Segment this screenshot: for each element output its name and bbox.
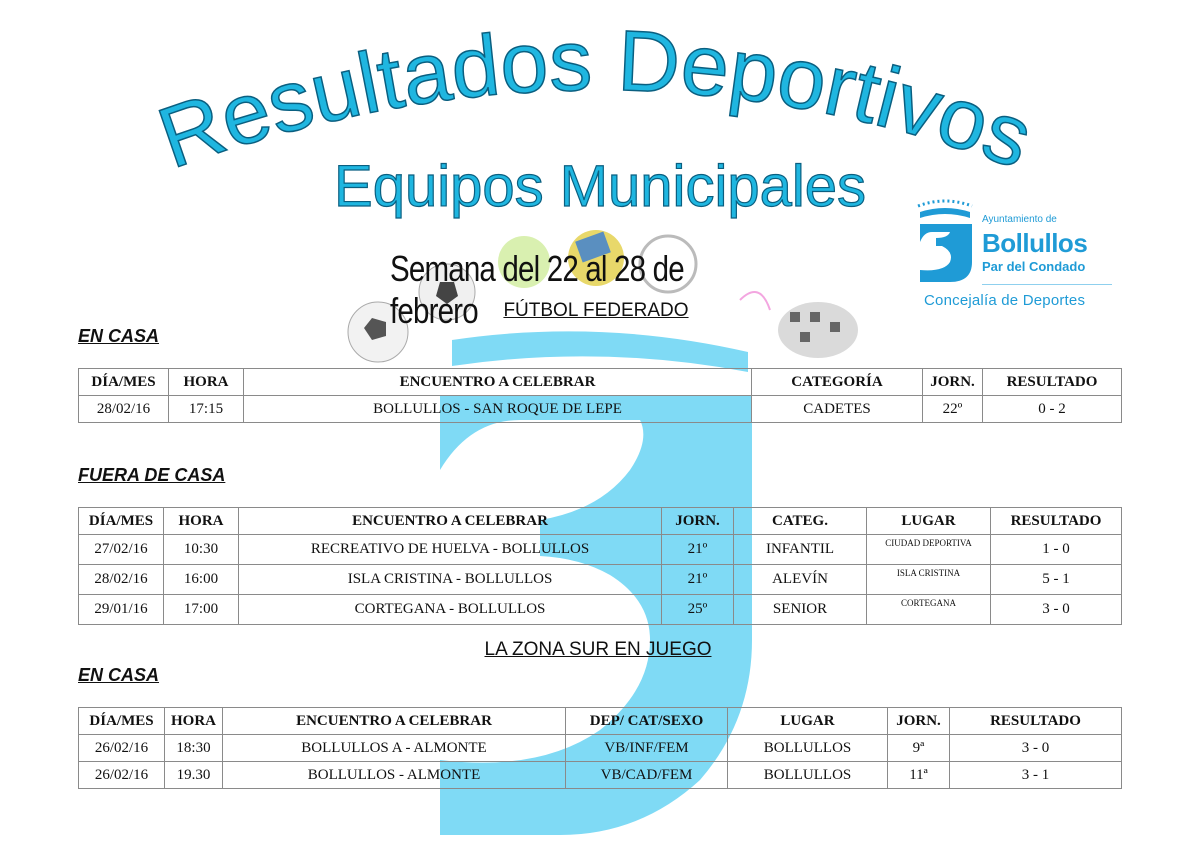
cell-date: 26/02/16 — [79, 735, 165, 762]
cell-result: 0 - 2 — [983, 396, 1122, 423]
cell-match: BOLLULLOS - ALMONTE — [223, 762, 566, 789]
table-header-row — [79, 508, 1122, 535]
cell-time: 18:30 — [165, 735, 223, 762]
cell-date: 28/02/16 — [79, 396, 169, 423]
logo-ayuntamiento-text: Ayuntamiento de — [982, 214, 1057, 225]
cell-match: ISLA CRISTINA - BOLLULLOS — [239, 565, 662, 595]
cell-time: 16:00 — [164, 565, 239, 595]
col-header: LUGAR — [728, 708, 888, 735]
bollullos-b-icon — [914, 192, 976, 282]
cell-result: 3 - 1 — [950, 762, 1122, 789]
cell-category: SENIOR — [734, 595, 867, 625]
cell-match: BOLLULLOS A - ALMONTE — [223, 735, 566, 762]
week-title: Semana del 22 al 28 de febrero — [390, 248, 684, 331]
zona-sur-home-table — [78, 707, 1122, 789]
cell-sport-category: VB/INF/FEM — [566, 735, 728, 762]
cell-match: BOLLULLOS - SAN ROQUE DE LEPE — [244, 396, 752, 423]
futbol-home-heading: EN CASA — [78, 326, 160, 346]
table-row — [79, 735, 1122, 762]
municipality-logo — [914, 192, 1124, 318]
col-header: CATEG. — [734, 508, 867, 535]
col-header: JORN. — [888, 708, 950, 735]
section-title-futbol: FÚTBOL FEDERADO — [503, 300, 689, 321]
col-header: HORA — [164, 508, 239, 535]
cell-round: 21º — [662, 535, 734, 565]
cell-sport-category: VB/CAD/FEM — [566, 762, 728, 789]
title-line-2: Equipos Municipales — [334, 154, 866, 219]
logo-subtitle: Par del Condado — [982, 259, 1086, 274]
cell-time: 19.30 — [165, 762, 223, 789]
cell-venue: BOLLULLOS — [728, 762, 888, 789]
cell-result: 3 - 0 — [950, 735, 1122, 762]
cell-match: RECREATIVO DE HUELVA - BOLLULLOS — [239, 535, 662, 565]
cell-round: 21º — [662, 565, 734, 595]
cell-result: 5 - 1 — [991, 565, 1122, 595]
cell-venue: CIUDAD DEPORTIVA — [867, 535, 991, 565]
cell-round: 22º — [923, 396, 983, 423]
section-title-zona-sur: LA ZONA SUR EN JUEGO — [484, 639, 712, 660]
title-line-1: Resultados Deportivos — [146, 12, 1045, 187]
futbol-home-table — [78, 368, 1122, 423]
cell-round: 25º — [662, 595, 734, 625]
table-row — [79, 762, 1122, 789]
col-header: DEP/ CAT/SEXO — [566, 708, 728, 735]
cell-category: CADETES — [752, 396, 923, 423]
col-header: JORN. — [923, 369, 983, 396]
col-header: JORN. — [662, 508, 734, 535]
cell-venue: ISLA CRISTINA — [867, 565, 991, 595]
cell-date: 28/02/16 — [79, 565, 164, 595]
col-header: ENCUENTRO A CELEBRAR — [244, 369, 752, 396]
col-header: CATEGORÍA — [752, 369, 923, 396]
table-header-row — [79, 708, 1122, 735]
zona-sur-home-heading: EN CASA — [78, 665, 160, 685]
col-header: HORA — [165, 708, 223, 735]
cell-round: 11ª — [888, 762, 950, 789]
table-header-row — [79, 369, 1122, 396]
logo-department: Concejalía de Deportes — [924, 292, 1086, 309]
col-header: RESULTADO — [950, 708, 1122, 735]
cell-round: 9ª — [888, 735, 950, 762]
logo-name: Bollullos — [982, 228, 1088, 258]
cell-date: 27/02/16 — [79, 535, 164, 565]
table-row — [79, 595, 1122, 625]
cell-time: 17:00 — [164, 595, 239, 625]
cell-match: CORTEGANA - BOLLULLOS — [239, 595, 662, 625]
cell-date: 29/01/16 — [79, 595, 164, 625]
futbol-away-heading: FUERA DE CASA — [78, 465, 226, 485]
col-header: RESULTADO — [983, 369, 1122, 396]
cell-result: 1 - 0 — [991, 535, 1122, 565]
cell-time: 10:30 — [164, 535, 239, 565]
cell-venue: CORTEGANA — [867, 595, 991, 625]
col-header: HORA — [169, 369, 244, 396]
table-row — [79, 396, 1122, 423]
cell-result: 3 - 0 — [991, 595, 1122, 625]
col-header: LUGAR — [867, 508, 991, 535]
table-row — [79, 565, 1122, 595]
table-row — [79, 535, 1122, 565]
col-header: ENCUENTRO A CELEBRAR — [239, 508, 662, 535]
cell-date: 26/02/16 — [79, 762, 165, 789]
col-header: DÍA/MES — [79, 508, 164, 535]
cell-category: ALEVÍN — [734, 565, 867, 595]
col-header: DÍA/MES — [79, 369, 169, 396]
logo-divider — [982, 284, 1112, 285]
col-header: ENCUENTRO A CELEBRAR — [223, 708, 566, 735]
futbol-away-table — [78, 507, 1122, 625]
col-header: RESULTADO — [991, 508, 1122, 535]
cell-category: INFANTIL — [734, 535, 867, 565]
cell-time: 17:15 — [169, 396, 244, 423]
cell-venue: BOLLULLOS — [728, 735, 888, 762]
col-header: DÍA/MES — [79, 708, 165, 735]
